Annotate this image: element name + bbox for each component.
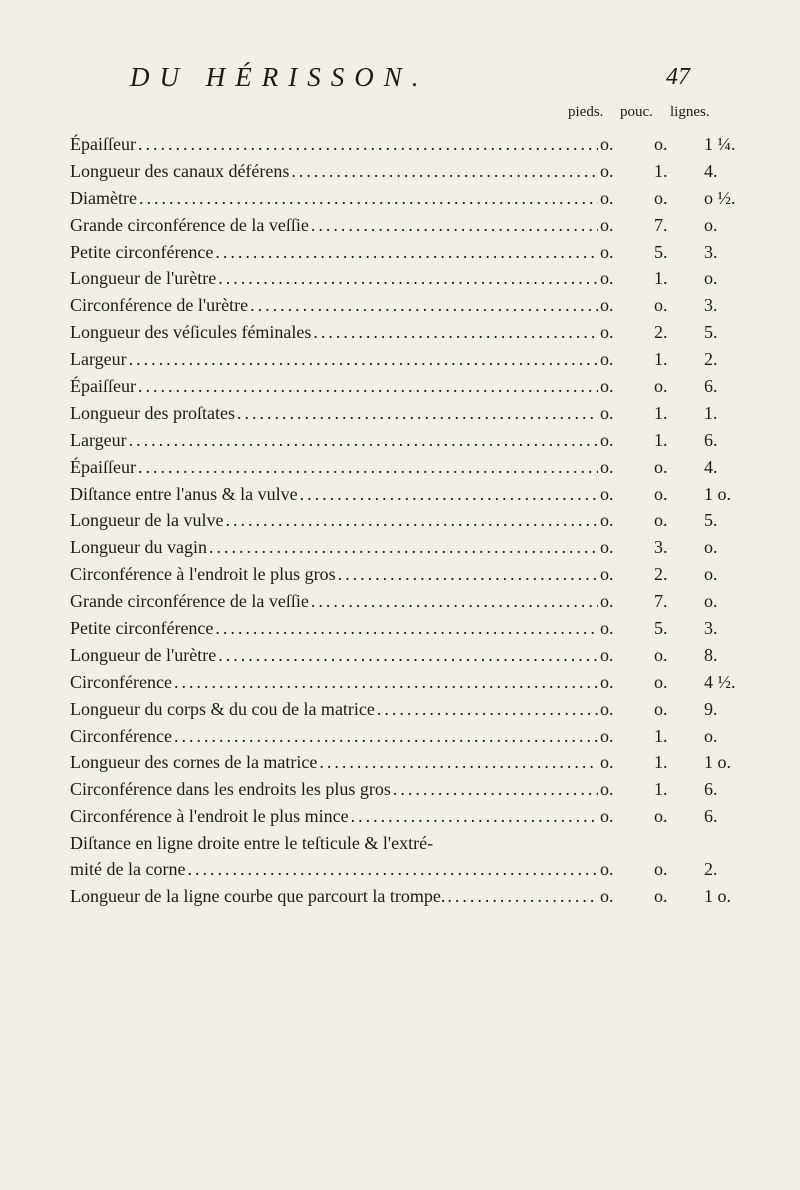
row-label-wrap bbox=[70, 484, 598, 510]
value-pieds: o. bbox=[600, 295, 614, 316]
table-row bbox=[70, 752, 790, 779]
value-lignes: 1. bbox=[704, 402, 718, 423]
dot-leader bbox=[225, 510, 598, 536]
row-label: Circonférence à l'endroit le plus mince bbox=[70, 806, 351, 832]
row-label: Diſtance entre l'anus & la vulve bbox=[70, 484, 300, 510]
row-label-wrap bbox=[70, 430, 598, 456]
value-pouces: o. bbox=[654, 698, 668, 719]
dot-leader bbox=[319, 752, 598, 778]
row-label: Longueur des cornes de la matrice bbox=[70, 752, 319, 778]
value-pouces: o. bbox=[654, 134, 668, 154]
row-label-wrap bbox=[70, 699, 598, 725]
row-label-wrap bbox=[70, 295, 598, 321]
row-label: Largeur bbox=[70, 430, 129, 456]
running-title: DU HÉRISSON. bbox=[130, 62, 429, 92]
dot-leader bbox=[311, 215, 598, 241]
value-pouces: 1. bbox=[654, 160, 668, 181]
value-pieds: o. bbox=[600, 618, 614, 639]
value-pieds: o. bbox=[600, 429, 614, 450]
table-row bbox=[70, 833, 790, 886]
table-row bbox=[70, 699, 790, 726]
table-row bbox=[70, 591, 790, 618]
dot-leader bbox=[291, 161, 598, 187]
row-label-line1: Diſtance en ligne droite entre le teſticule & l'extré- bbox=[70, 833, 434, 854]
row-label-wrap bbox=[70, 886, 598, 912]
row-label-wrap bbox=[70, 779, 598, 805]
value-lignes: o. bbox=[704, 725, 718, 746]
dot-leader bbox=[138, 376, 598, 402]
value-lignes: 1 o. bbox=[704, 483, 731, 504]
value-lignes: o. bbox=[704, 564, 718, 585]
value-pieds: o. bbox=[600, 591, 614, 612]
dot-leader bbox=[129, 430, 598, 456]
value-pieds: o. bbox=[600, 564, 614, 585]
value-lignes: 6. bbox=[704, 429, 718, 450]
value-pouces: 7. bbox=[654, 214, 668, 235]
value-pieds: o. bbox=[600, 214, 614, 235]
value-lignes: 1 ¼. bbox=[704, 134, 736, 154]
dot-leader bbox=[218, 268, 598, 294]
page-number: 47 bbox=[666, 64, 690, 90]
value-pouces: o. bbox=[654, 671, 668, 692]
value-pieds: o. bbox=[600, 402, 614, 423]
table-row bbox=[70, 779, 790, 806]
table-row bbox=[70, 726, 790, 753]
row-label: mité de la corne bbox=[70, 859, 187, 885]
column-headers bbox=[568, 104, 776, 126]
dot-leader bbox=[300, 484, 598, 510]
value-lignes: o. bbox=[704, 214, 718, 235]
row-label: Épaiſſeur bbox=[70, 457, 138, 483]
dot-leader bbox=[174, 726, 598, 752]
value-lignes: o. bbox=[704, 537, 718, 558]
value-lignes: 2. bbox=[704, 349, 718, 370]
row-label-wrap bbox=[70, 510, 598, 536]
row-label-wrap bbox=[70, 322, 598, 348]
row-label: Longueur de la ligne courbe que parcourt la trompe. bbox=[70, 886, 447, 912]
row-label-wrap bbox=[70, 537, 598, 563]
row-label: Circonférence de l'urètre bbox=[70, 295, 250, 321]
row-label: Longueur des canaux déférens bbox=[70, 161, 291, 187]
value-lignes: 4. bbox=[704, 160, 718, 181]
table-row bbox=[70, 376, 790, 403]
table-row bbox=[70, 430, 790, 457]
page-header bbox=[130, 62, 690, 102]
value-pieds: o. bbox=[600, 886, 614, 907]
table-row bbox=[70, 564, 790, 591]
row-label-wrap bbox=[70, 268, 598, 294]
row-label-wrap bbox=[70, 645, 598, 671]
row-label-wrap bbox=[70, 215, 598, 241]
table-row bbox=[70, 134, 790, 161]
dot-leader bbox=[139, 188, 598, 214]
table-row bbox=[70, 349, 790, 376]
value-lignes: o ½. bbox=[704, 187, 736, 208]
table-row bbox=[70, 242, 790, 269]
value-pieds: o. bbox=[600, 752, 614, 773]
value-pouces: o. bbox=[654, 295, 668, 316]
value-pouces: 3. bbox=[654, 537, 668, 558]
column-header-pouces: pouc. bbox=[620, 104, 653, 120]
row-label: Circonférence bbox=[70, 672, 174, 698]
row-label: Grande circonférence de la veſſie bbox=[70, 215, 311, 241]
dot-leader bbox=[338, 564, 598, 590]
value-pieds: o. bbox=[600, 268, 614, 289]
dot-leader bbox=[351, 806, 598, 832]
table-row bbox=[70, 886, 790, 913]
row-label-wrap bbox=[70, 672, 598, 698]
value-pieds: o. bbox=[600, 725, 614, 746]
value-pouces: 2. bbox=[654, 322, 668, 343]
row-label-wrap bbox=[70, 376, 598, 402]
dot-leader bbox=[237, 403, 598, 429]
row-label-wrap bbox=[70, 457, 598, 483]
value-pouces: o. bbox=[654, 376, 668, 397]
value-lignes: 8. bbox=[704, 644, 718, 665]
dot-leader bbox=[209, 537, 598, 563]
table-row bbox=[70, 672, 790, 699]
table-row bbox=[70, 806, 790, 833]
row-label: Épaiſſeur bbox=[70, 134, 138, 160]
row-label-wrap bbox=[70, 618, 598, 644]
value-lignes: 6. bbox=[704, 376, 718, 397]
value-lignes: 6. bbox=[704, 806, 718, 827]
value-pieds: o. bbox=[600, 698, 614, 719]
value-lignes: 5. bbox=[704, 510, 718, 531]
column-header-pieds: pieds. bbox=[568, 104, 604, 120]
value-pieds: o. bbox=[600, 806, 614, 827]
value-pieds: o. bbox=[600, 537, 614, 558]
value-lignes: 4 ½. bbox=[704, 671, 736, 692]
table-row bbox=[70, 268, 790, 295]
value-lignes: 5. bbox=[704, 322, 718, 343]
value-pouces: 1. bbox=[654, 779, 668, 800]
value-pieds: o. bbox=[600, 510, 614, 531]
value-pieds: o. bbox=[600, 160, 614, 181]
value-pieds: o. bbox=[600, 671, 614, 692]
value-lignes: 3. bbox=[704, 295, 718, 316]
value-lignes: 1 o. bbox=[704, 886, 731, 907]
dot-leader bbox=[393, 779, 598, 805]
row-label-wrap bbox=[70, 349, 598, 375]
value-pieds: o. bbox=[600, 376, 614, 397]
value-pieds: o. bbox=[600, 779, 614, 800]
table-row bbox=[70, 457, 790, 484]
row-label: Largeur bbox=[70, 349, 129, 375]
value-pieds: o. bbox=[600, 456, 614, 477]
dot-leader bbox=[250, 295, 598, 321]
table-row bbox=[70, 618, 790, 645]
value-lignes: o. bbox=[704, 268, 718, 289]
value-pouces: o. bbox=[654, 187, 668, 208]
value-pieds: o. bbox=[600, 859, 614, 880]
value-pouces: o. bbox=[654, 806, 668, 827]
value-lignes: 3. bbox=[704, 618, 718, 639]
row-label: Petite circonférence bbox=[70, 242, 215, 268]
table-row bbox=[70, 484, 790, 511]
row-label: Longueur de l'urètre bbox=[70, 645, 218, 671]
row-label: Longueur du corps & du cou de la matrice bbox=[70, 699, 377, 725]
dot-leader bbox=[313, 322, 598, 348]
row-label-wrap bbox=[70, 591, 598, 617]
value-pouces: 5. bbox=[654, 241, 668, 262]
value-lignes: 3. bbox=[704, 241, 718, 262]
value-pieds: o. bbox=[600, 322, 614, 343]
row-label: Circonférence bbox=[70, 726, 174, 752]
table-row bbox=[70, 322, 790, 349]
row-label: Grande circonférence de la veſſie bbox=[70, 591, 311, 617]
value-pieds: o. bbox=[600, 349, 614, 370]
row-label: Longueur de la vulve bbox=[70, 510, 225, 536]
value-pouces: 7. bbox=[654, 591, 668, 612]
measurement-table bbox=[70, 134, 790, 913]
dot-leader bbox=[377, 699, 598, 725]
column-header-lignes: lignes. bbox=[670, 104, 710, 120]
table-row bbox=[70, 188, 790, 215]
dot-leader bbox=[138, 457, 598, 483]
row-label-wrap bbox=[70, 859, 598, 885]
dot-leader bbox=[215, 618, 598, 644]
value-pieds: o. bbox=[600, 483, 614, 504]
value-pieds: o. bbox=[600, 241, 614, 262]
table-row bbox=[70, 510, 790, 537]
row-label: Longueur de l'urètre bbox=[70, 268, 218, 294]
value-pouces: o. bbox=[654, 456, 668, 477]
value-lignes: 4. bbox=[704, 456, 718, 477]
row-label: Diamètre bbox=[70, 188, 139, 214]
row-label: Longueur des proſtates bbox=[70, 403, 237, 429]
row-label: Épaiſſeur bbox=[70, 376, 138, 402]
row-label-wrap bbox=[70, 564, 598, 590]
row-label-wrap bbox=[70, 188, 598, 214]
row-label-wrap bbox=[70, 242, 598, 268]
row-label: Circonférence dans les endroits les plus gros bbox=[70, 779, 393, 805]
value-lignes: 6. bbox=[704, 779, 718, 800]
row-label: Longueur des véſicules féminales bbox=[70, 322, 313, 348]
table-row bbox=[70, 295, 790, 322]
value-pouces: 1. bbox=[654, 725, 668, 746]
value-pouces: 2. bbox=[654, 564, 668, 585]
row-label-wrap bbox=[70, 806, 598, 832]
value-pouces: 1. bbox=[654, 402, 668, 423]
row-label-wrap bbox=[70, 134, 598, 160]
table-row bbox=[70, 537, 790, 564]
value-pieds: o. bbox=[600, 644, 614, 665]
value-pouces: 1. bbox=[654, 349, 668, 370]
value-pouces: 1. bbox=[654, 429, 668, 450]
row-label-wrap bbox=[70, 161, 598, 187]
dot-leader bbox=[129, 349, 598, 375]
table-row bbox=[70, 161, 790, 188]
value-lignes: o. bbox=[704, 591, 718, 612]
value-pouces: o. bbox=[654, 644, 668, 665]
dot-leader bbox=[138, 134, 598, 160]
table-row bbox=[70, 403, 790, 430]
dot-leader bbox=[311, 591, 598, 617]
value-pieds: o. bbox=[600, 187, 614, 208]
value-pouces: o. bbox=[654, 859, 668, 880]
value-pouces: 1. bbox=[654, 268, 668, 289]
row-label: Circonférence à l'endroit le plus gros bbox=[70, 564, 338, 590]
dot-leader bbox=[187, 859, 598, 885]
dot-leader bbox=[174, 672, 598, 698]
value-lignes: 1 o. bbox=[704, 752, 731, 773]
dot-leader bbox=[447, 886, 598, 912]
row-label-wrap bbox=[70, 403, 598, 429]
value-pouces: o. bbox=[654, 483, 668, 504]
value-pouces: o. bbox=[654, 510, 668, 531]
value-lignes: 2. bbox=[704, 859, 718, 880]
table-row bbox=[70, 645, 790, 672]
value-pouces: 1. bbox=[654, 752, 668, 773]
table-row bbox=[70, 215, 790, 242]
value-pouces: o. bbox=[654, 886, 668, 907]
row-label: Petite circonférence bbox=[70, 618, 215, 644]
row-label-wrap bbox=[70, 752, 598, 778]
value-lignes: 9. bbox=[704, 698, 718, 719]
dot-leader bbox=[215, 242, 598, 268]
value-pieds: o. bbox=[600, 134, 614, 154]
row-label: Longueur du vagin bbox=[70, 537, 209, 563]
value-pouces: 5. bbox=[654, 618, 668, 639]
row-label-wrap bbox=[70, 726, 598, 752]
dot-leader bbox=[218, 645, 598, 671]
